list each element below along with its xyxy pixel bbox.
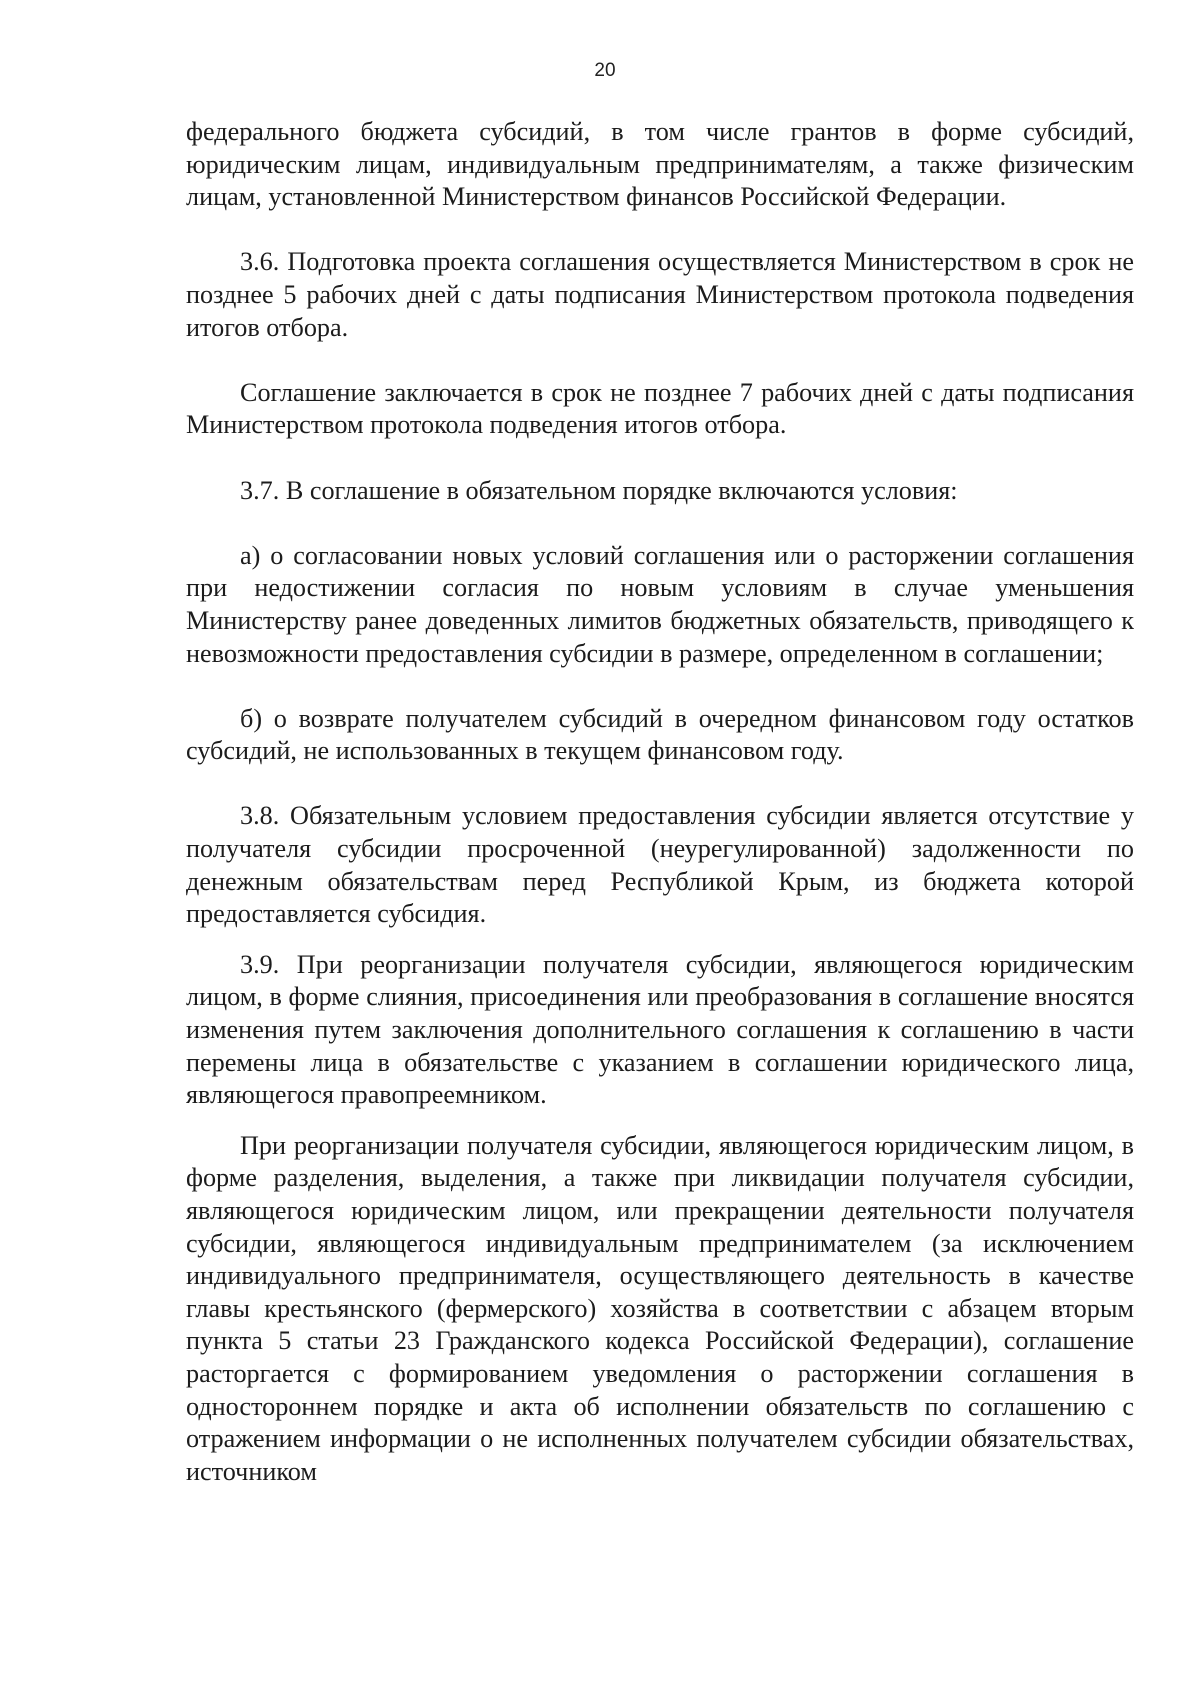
paragraph-3-8: 3.8. Обязательным условием предоставления субсидии является отсутствие у получателя субсидии просроченной (неурегулированной) задолженности по денежным обязательствам перед Республикой Крым, из бюджета которой предоставляется субсидия. [186,801,1134,929]
paragraph-3-6: 3.6. Подготовка проекта соглашения осуществляется Министерством в срок не позднее 5 рабочих дней с даты подписания Министерством протокола подведения итогов отбора. [186,247,1134,342]
paragraph-3-7: 3.7. В соглашение в обязательном порядке включаются условия: [240,475,958,505]
paragraph-3-9: 3.9. При реорганизации получателя субсидии, являющегося юридическим лицом, в форме слияния, присоединения или преобразования в соглашение вносятся изменения путем заключения дополнительного соглашения к соглашению в части перемены лица в обязательстве с указанием в соглашении юридического лица, являющегося правопреемником. [186,949,1134,1110]
paragraph-3-6-agreement-term: Соглашение заключается в срок не позднее 7 рабочих дней с даты подписания Министерством протокола подведения итогов отбора. [186,377,1134,440]
paragraph-3-7-b: б) о возврате получателем субсидий в очередном финансовом году остатков субсидий, не использованных в текущем финансовом году. [186,703,1134,766]
page-number: 20 [594,60,616,81]
paragraph-3-7-a: а) о согласовании новых условий соглашения или о расторжении соглашения при недостижении согласия по новым условиям в случае уменьшения Министерству ранее доведенных лимитов бюджетных обязательств, приводящего к невозможности предоставления субсидии в размере, определенном в соглашении; [186,540,1134,668]
paragraph-continuation: федерального бюджета субсидий, в том числе грантов в форме субсидий, юридическим лицам, индивидуальным предпринимателям, а также физическим лицам, установленной Министерством финансов Российской Федерации. [186,117,1134,212]
paragraph-3-9-reorganization: При реорганизации получателя субсидии, являющегося юридическим лицом, в форме разделения, выделения, а также при ликвидации получателя субсидии, являющегося юридическим лицом, или прекращении деятельности получателя субсидии, являющегося индивидуальным предпринимателем (за исключением индивидуального предпринимателя, осуществляющего деятельность в качестве главы крестьянского (фермерского) хозяйства в соответствии с абзацем вторым пункта 5 статьи 23 Гражданского кодекса Российской Федерации), соглашение расторгается с формированием уведомления о расторжении соглашения в одностороннем порядке и акта об исполнении обязательств по соглашению с отражением информации о не исполненных получателем субсидии обязательствах, источником [186,1130,1134,1486]
document-body [186,116,1134,1488]
